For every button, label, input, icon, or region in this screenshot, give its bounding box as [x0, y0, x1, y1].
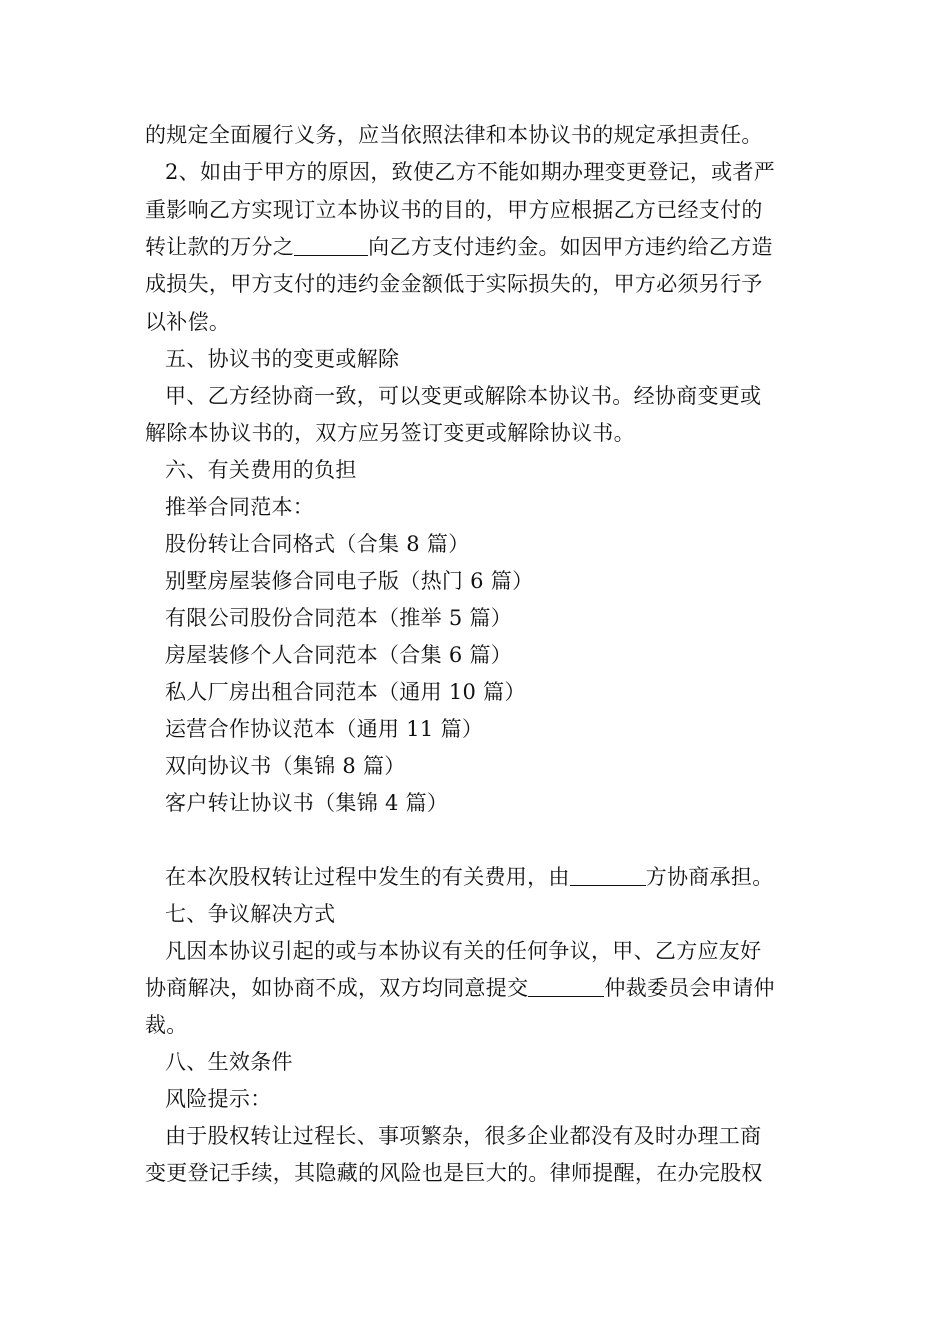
recommend-link[interactable]: 运营合作协议范本（通用 11 篇）: [165, 717, 484, 741]
paragraph-line: 变更登记手续，其隐藏的风险也是巨大的。律师提醒，在办完股权: [145, 1161, 763, 1185]
paragraph-line: 以补偿。: [145, 310, 231, 334]
recommend-link[interactable]: 客户转让协议书（集锦 4 篇）: [165, 791, 449, 815]
section-heading: 七、争议解决方式: [165, 902, 336, 926]
recommend-link[interactable]: 房屋装修个人合同范本（合集 6 篇）: [165, 643, 513, 667]
paragraph-line: [165, 863, 774, 891]
fill-in-blank: [570, 865, 646, 886]
paragraph-line: 的规定全面履行义务，应当依照法律和本协议书的规定承担责任。: [145, 123, 763, 147]
paragraph-line: 甲、乙方经协商一致，可以变更或解除本协议书。经协商变更或: [165, 384, 762, 408]
paragraph-line: [145, 974, 775, 1002]
section-heading: 五、协议书的变更或解除: [165, 347, 400, 371]
recommend-link[interactable]: 有限公司股份合同范本（推举 5 篇）: [165, 606, 513, 630]
fill-in-blank: [528, 976, 604, 997]
recommend-title: 推举合同范本：: [165, 495, 315, 519]
text-segment: 向乙方支付违约金。如因甲方违约给乙方造: [368, 235, 773, 259]
paragraph-line: 重影响乙方实现订立本协议书的目的，甲方应根据乙方已经支付的: [145, 198, 763, 222]
recommend-link[interactable]: 股份转让合同格式（合集 8 篇）: [165, 532, 470, 556]
text-segment: 方协商承担。: [645, 865, 774, 889]
text-segment: 在本次股权转让过程中发生的有关费用，由: [165, 865, 570, 889]
paragraph-line: [145, 233, 773, 261]
paragraph-line: 2、如由于甲方的原因，致使乙方不能如期办理变更登记，或者严: [165, 160, 776, 184]
fill-in-blank: [294, 235, 368, 256]
paragraph-line: 成损失，甲方支付的违约金金额低于实际损失的，甲方必须另行予: [145, 272, 763, 296]
risk-title: 风险提示：: [165, 1087, 272, 1111]
text-segment: 转让款的万分之: [145, 235, 295, 259]
section-heading: 六、有关费用的负担: [165, 458, 357, 482]
paragraph-line: 由于股权转让过程长、事项繁杂，很多企业都没有及时办理工商: [165, 1124, 762, 1148]
paragraph-line: 解除本协议书的，双方应另签订变更或解除协议书。: [145, 421, 635, 445]
text-segment: 仲裁委员会申请仲: [604, 976, 775, 1000]
recommend-link[interactable]: 别墅房屋装修合同电子版（热门 6 篇）: [165, 569, 534, 593]
paragraph-line: 裁。: [145, 1013, 188, 1037]
recommend-link[interactable]: 私人厂房出租合同范本（通用 10 篇）: [165, 680, 526, 704]
recommend-link[interactable]: 双向协议书（集锦 8 篇）: [165, 754, 406, 778]
section-heading: 八、生效条件: [165, 1050, 293, 1074]
text-segment: 协商解决，如协商不成，双方均同意提交: [145, 976, 529, 1000]
paragraph-line: 凡因本协议引起的或与本协议有关的任何争议，甲、乙方应友好: [165, 939, 762, 963]
